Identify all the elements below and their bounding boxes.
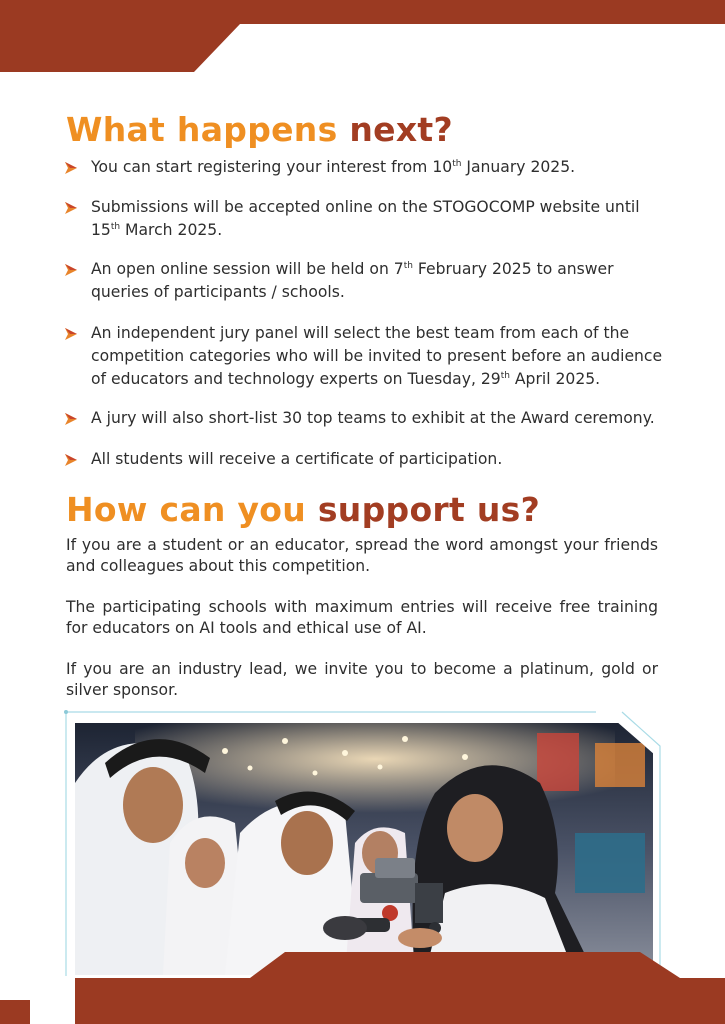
item-text: You can start registering your interest from 10 <box>91 158 453 176</box>
support-paragraph-schools: The participating schools with maximum entries will receive free training for educators on AI tools and ethical use of AI. <box>66 598 658 637</box>
arrow-bullet-icon <box>64 327 78 341</box>
arrow-bullet-icon <box>64 161 78 175</box>
item-text: All students will receive a certificate of participation. <box>91 450 503 468</box>
item-text-end: March 2025. <box>120 221 223 239</box>
item-text: An independent jury panel will select the best team from each of the competition categories who will be invited to present before an audience of educators and technology experts on Tuesday, 29 <box>91 324 663 388</box>
bottom-banner <box>0 940 725 1024</box>
heading-part-2: next? <box>349 110 453 149</box>
arrow-bullet-icon <box>64 201 78 215</box>
ordinal-suffix: th <box>403 261 413 271</box>
students-robotics-photo <box>75 723 653 975</box>
arrow-bullet-icon <box>64 412 78 426</box>
ordinal-suffix: th <box>500 371 510 381</box>
heading-part-1: How can you <box>66 490 307 529</box>
support-paragraph-students: If you are a student or an educator, spread the word amongst your friends and colleagues about this competition. <box>66 536 658 575</box>
list-item <box>64 322 664 391</box>
students-robotics-illustration <box>75 723 653 975</box>
item-text-end: January 2025. <box>461 158 576 176</box>
list-item <box>64 258 664 304</box>
ordinal-suffix: th <box>110 222 121 232</box>
item-text-end: April 2025. <box>509 370 601 388</box>
arrow-bullet-icon <box>64 263 78 277</box>
support-us-heading <box>66 490 540 529</box>
item-text: An open online session will be held on 7 <box>91 260 404 278</box>
list-item <box>64 196 664 242</box>
item-text-end: February 2025 to answer queries of participants / schools. <box>91 260 614 301</box>
list-item <box>64 407 664 430</box>
ordinal-suffix: th <box>452 159 462 169</box>
bottom-banner-left <box>0 1000 30 1024</box>
top-banner <box>0 0 725 72</box>
bottom-banner-shape <box>75 952 725 1024</box>
support-paragraph-industry: If you are an industry lead, we invite you to become a platinum, gold or silver sponsor. <box>66 660 658 699</box>
heading-part-1: What happens <box>66 110 338 149</box>
arrow-bullet-icon <box>64 453 78 467</box>
item-text: A jury will also short-list 30 top teams to exhibit at the Award ceremony. <box>91 409 655 427</box>
list-item <box>64 448 664 471</box>
heading-part-2: support us? <box>317 490 541 529</box>
what-happens-next-heading <box>66 110 453 149</box>
item-text: Submissions will be accepted online on the STOGOCOMP website until 15 <box>91 198 640 239</box>
list-item <box>64 156 664 179</box>
top-banner-shape <box>0 0 725 72</box>
